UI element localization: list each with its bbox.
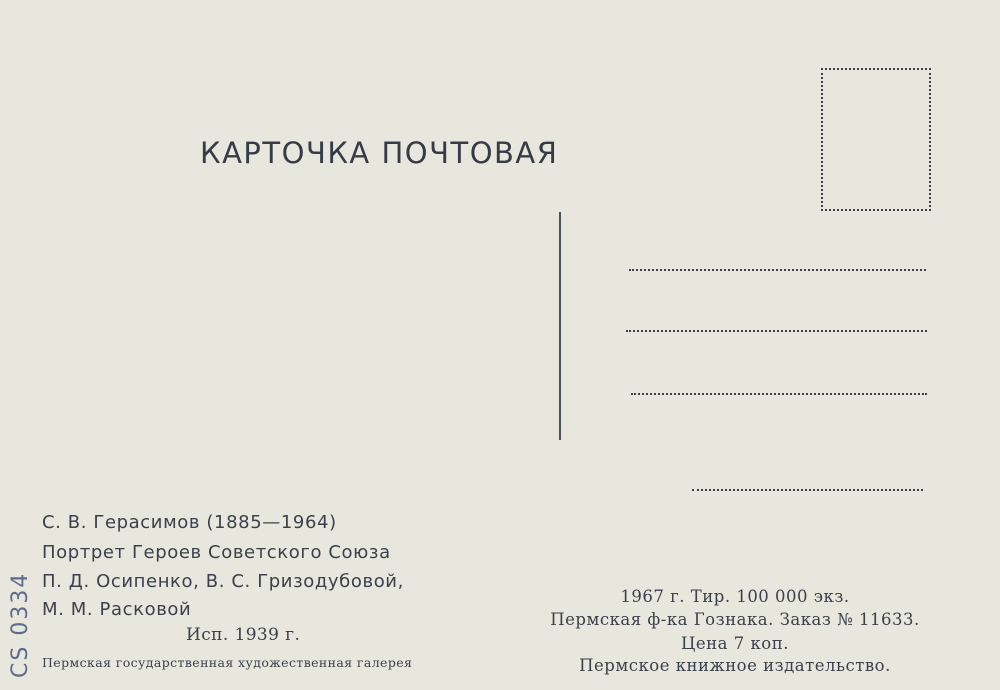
postcard-title: КАРТОЧКА ПОЧТОВАЯ (200, 136, 559, 170)
publisher: Пермское книжное издательство. (579, 656, 891, 675)
address-line-4 (692, 489, 923, 491)
address-line-2 (626, 330, 927, 332)
artwork-subjects-cont: М. М. Расковой (42, 599, 192, 620)
print-run: 1967 г. Тир. 100 000 экз. (620, 587, 850, 606)
artist-name: С. В. Герасимов (1885—1964) (42, 512, 337, 533)
artwork-year: Исп. 1939 г. (186, 625, 301, 645)
printing-factory: Пермская ф-ка Гознака. Заказ № 11633. (550, 610, 920, 629)
address-line-1 (629, 269, 926, 271)
vertical-divider (559, 212, 561, 440)
address-line-3 (631, 393, 927, 395)
artwork-title: Портрет Героев Советского Союза (42, 542, 391, 563)
catalog-stamp: CS 0334 (8, 571, 33, 678)
artwork-subjects: П. Д. Осипенко, В. С. Гризодубовой, (42, 571, 404, 592)
stamp-box (821, 68, 931, 211)
museum-name: Пермская государственная художественная галерея (42, 655, 413, 670)
price: Цена 7 коп. (681, 634, 789, 653)
